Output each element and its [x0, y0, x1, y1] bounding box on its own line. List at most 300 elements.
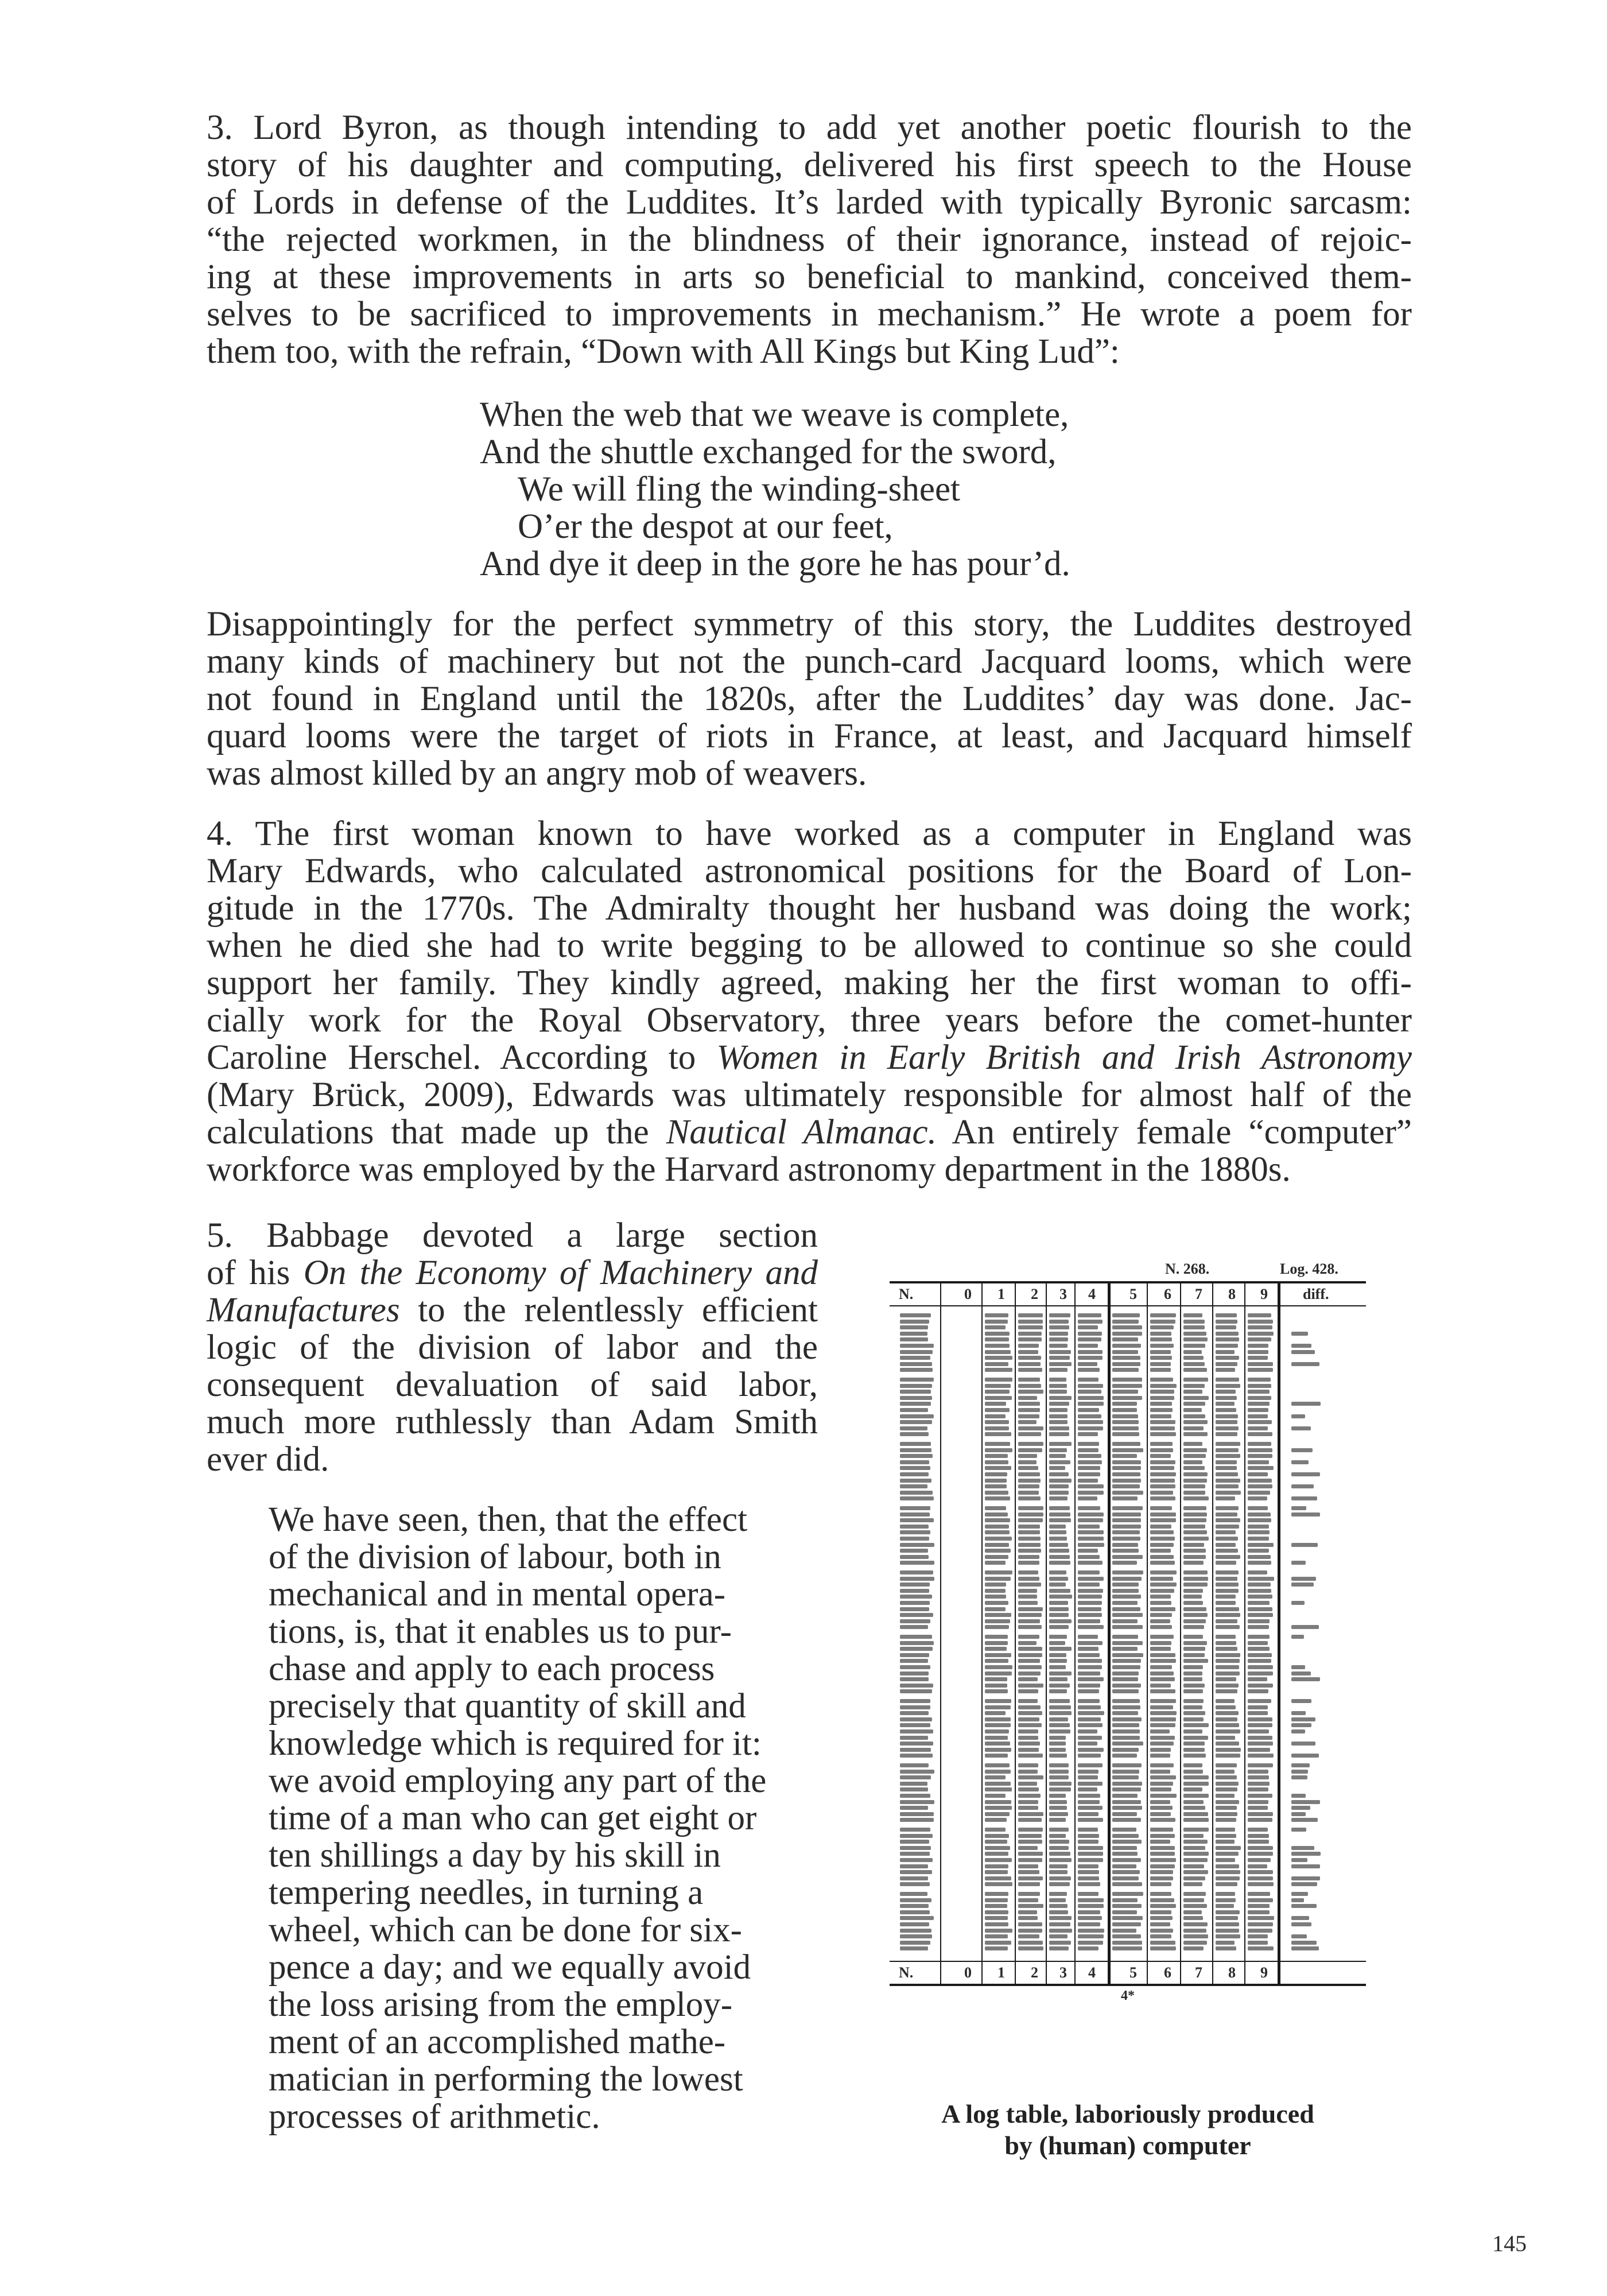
table-number-text	[1078, 1922, 1100, 1926]
table-number-text	[1112, 1898, 1138, 1902]
table-number-text	[1018, 1390, 1043, 1394]
text-line: many kinds of machinery but not the punch-card Jacquard looms, which were	[207, 642, 1412, 681]
table-number-text	[1018, 1414, 1039, 1418]
diff-value-text	[1291, 1864, 1320, 1868]
table-number-text	[985, 1570, 1012, 1574]
table-number-text	[985, 1313, 1008, 1317]
table-number-text	[1216, 1641, 1236, 1645]
table-number-text	[1112, 1344, 1141, 1348]
table-number-text	[1018, 1892, 1040, 1896]
table-number-text	[1112, 1806, 1142, 1810]
table-number-text	[1183, 1378, 1208, 1382]
diff-value-text	[1291, 1742, 1315, 1746]
table-number-text	[1049, 1555, 1070, 1559]
table-number-text	[1150, 1806, 1173, 1810]
table-number-text	[1183, 1775, 1209, 1779]
table-number-text	[900, 1723, 930, 1727]
table-number-text	[1248, 1390, 1270, 1394]
table-number-text	[1183, 1484, 1205, 1488]
table-number-text	[1078, 1711, 1104, 1715]
text-line: ing at these improvements in arts so beneficial to mankind, conceived them-	[207, 258, 1412, 296]
table-number-text	[985, 1806, 1012, 1810]
table-number-text	[900, 1518, 934, 1522]
table-number-text	[1248, 1384, 1271, 1388]
table-number-text	[1216, 1448, 1239, 1452]
table-number-text	[1018, 1378, 1040, 1382]
text-line: when he died she had to write begging to be allowed to continue so she could	[207, 926, 1412, 965]
table-number-text	[900, 1812, 934, 1816]
table-number-text	[1112, 1812, 1137, 1816]
table-number-text	[1078, 1840, 1098, 1844]
table-number-text	[1183, 1828, 1209, 1832]
table-number-text	[985, 1635, 1008, 1639]
table-number-text	[1183, 1432, 1208, 1436]
table-number-text	[1049, 1711, 1072, 1715]
table-number-text	[1078, 1484, 1104, 1488]
table-number-text	[1078, 1800, 1100, 1804]
table-number-text	[1018, 1699, 1038, 1703]
table-number-text	[900, 1325, 928, 1329]
diff-value-text	[1291, 1946, 1319, 1950]
diff-column-label: diff.	[1303, 1286, 1329, 1302]
table-number-text	[900, 1442, 931, 1446]
table-number-text	[985, 1659, 1008, 1663]
table-number-text	[1018, 1684, 1043, 1688]
table-number-text	[1112, 1432, 1139, 1436]
table-number-text	[985, 1748, 1011, 1752]
table-number-text	[1216, 1736, 1235, 1740]
table-number-text	[1183, 1589, 1203, 1593]
table-number-text	[1248, 1466, 1274, 1470]
table-number-text	[985, 1561, 1006, 1565]
table-number-text	[1248, 1518, 1271, 1522]
table-number-text	[900, 1384, 932, 1388]
diff-value-text	[1291, 1852, 1321, 1856]
table-number-text	[1150, 1763, 1174, 1767]
table-number-text	[1216, 1729, 1240, 1733]
table-number-text	[985, 1916, 1008, 1920]
table-number-text	[1150, 1711, 1177, 1715]
poem-line: O’er the despot at our feet,	[518, 507, 893, 546]
table-number-text	[1183, 1834, 1204, 1838]
table-number-text	[1049, 1332, 1068, 1336]
table-number-text	[1216, 1496, 1235, 1500]
table-number-text	[985, 1846, 1010, 1850]
table-number-text	[1078, 1518, 1103, 1522]
diff-value-text	[1291, 1794, 1306, 1798]
text-line: matician in performing the lowest	[269, 2060, 743, 2099]
table-number-text	[1216, 1742, 1239, 1746]
table-number-text	[1150, 1589, 1174, 1593]
diff-value-text	[1291, 1506, 1306, 1510]
table-number-text	[1248, 1864, 1267, 1868]
table-number-text	[1248, 1362, 1273, 1366]
table-number-text	[1248, 1729, 1269, 1733]
table-number-text	[1150, 1396, 1174, 1400]
table-number-text	[1112, 1775, 1139, 1779]
table-number-text	[1150, 1864, 1175, 1868]
text-line: 5. Babbage devoted a large section	[207, 1216, 818, 1255]
diff-value-text	[1291, 1426, 1311, 1430]
table-number-text	[1150, 1512, 1176, 1517]
table-number-text	[1150, 1653, 1175, 1657]
table-number-text	[1078, 1396, 1104, 1400]
luddite-poem	[480, 396, 1070, 583]
table-number-text	[1049, 1770, 1069, 1774]
table-number-text	[1112, 1570, 1143, 1574]
table-number-text	[1248, 1479, 1272, 1483]
table-number-text	[1078, 1653, 1100, 1657]
table-number-text	[1248, 1770, 1268, 1774]
table-number-text	[1078, 1390, 1101, 1394]
table-number-text	[1150, 1595, 1171, 1599]
table-number-text	[1216, 1426, 1239, 1430]
diff-value-text	[1291, 1876, 1320, 1880]
table-number-text	[900, 1332, 927, 1336]
table-number-text	[1112, 1659, 1141, 1663]
table-number-text	[1216, 1689, 1237, 1693]
table-number-text	[1248, 1613, 1273, 1617]
table-number-text	[1049, 1448, 1067, 1452]
table-number-text	[1018, 1794, 1041, 1798]
table-number-text	[900, 1717, 932, 1721]
table-number-text	[985, 1595, 1006, 1599]
table-number-text	[985, 1583, 1006, 1587]
table-number-text	[1018, 1555, 1039, 1559]
table-number-text	[1150, 1858, 1176, 1862]
table-number-text	[1112, 1892, 1143, 1896]
table-number-text	[1049, 1561, 1070, 1565]
table-number-text	[1216, 1794, 1235, 1798]
table-number-text	[1183, 1619, 1206, 1623]
table-number-text	[985, 1929, 1012, 1933]
table-number-text	[1248, 1454, 1272, 1458]
table-number-text	[1183, 1408, 1202, 1412]
table-number-text	[1248, 1723, 1272, 1727]
table-number-text	[1018, 1852, 1043, 1856]
diff-value-text	[1291, 1561, 1306, 1565]
diff-value-text	[1291, 1448, 1313, 1452]
table-number-text	[1018, 1775, 1043, 1779]
table-number-text	[1018, 1941, 1043, 1945]
text-line	[207, 1292, 818, 1329]
table-number-text	[1049, 1491, 1069, 1495]
table-number-text	[1049, 1729, 1070, 1733]
table-number-text	[1112, 1518, 1141, 1522]
table-number-text	[1049, 1613, 1069, 1617]
table-number-text	[1078, 1659, 1102, 1663]
table-number-text	[1078, 1625, 1104, 1629]
table-number-text	[1112, 1613, 1143, 1617]
table-number-text	[1112, 1770, 1139, 1774]
table-number-text	[1216, 1484, 1239, 1488]
diff-value-text	[1291, 1344, 1311, 1348]
table-number-text	[1018, 1561, 1039, 1565]
table-number-text	[1018, 1432, 1041, 1436]
table-number-text	[1150, 1479, 1175, 1483]
table-number-text	[1018, 1484, 1039, 1488]
table-number-text	[1183, 1530, 1207, 1534]
table-number-text	[1049, 1812, 1068, 1816]
table-number-text	[1216, 1647, 1237, 1651]
table-number-text	[1248, 1800, 1268, 1804]
table-number-text	[1216, 1402, 1235, 1406]
table-number-text	[1248, 1794, 1272, 1798]
table-number-text	[1183, 1641, 1207, 1645]
book-title: Manufactures	[207, 1291, 400, 1329]
table-number-text	[1150, 1677, 1175, 1681]
table-number-text	[1018, 1448, 1042, 1452]
table-number-text	[985, 1834, 1009, 1838]
table-number-text	[985, 1852, 1008, 1856]
table-number-text	[1216, 1834, 1236, 1838]
table-number-text	[1049, 1677, 1068, 1681]
table-number-text	[1078, 1941, 1103, 1945]
diff-value-text	[1291, 1583, 1314, 1587]
table-number-text	[985, 1840, 1007, 1844]
table-number-text	[1112, 1479, 1141, 1483]
table-number-text	[1078, 1607, 1101, 1611]
table-number-text	[1248, 1806, 1268, 1810]
table-number-text	[1018, 1518, 1043, 1522]
log-table-image	[890, 1281, 1366, 1986]
table-number-text	[1150, 1770, 1170, 1774]
table-number-text	[1150, 1818, 1175, 1822]
table-number-text	[1018, 1828, 1043, 1832]
table-number-text	[1018, 1846, 1038, 1850]
table-number-text	[1112, 1396, 1142, 1400]
table-number-text	[900, 1782, 927, 1786]
table-number-text	[1049, 1350, 1071, 1354]
table-number-text	[1049, 1337, 1068, 1341]
table-number-text	[985, 1904, 1007, 1908]
diff-value-text	[1291, 1601, 1305, 1605]
table-number-text	[1018, 1472, 1040, 1476]
table-number-text	[1018, 1344, 1039, 1348]
table-number-text	[1049, 1882, 1070, 1886]
table-number-text	[985, 1723, 1011, 1727]
table-number-text	[1112, 1922, 1141, 1926]
table-number-text	[1216, 1561, 1236, 1565]
table-number-text	[1049, 1454, 1066, 1458]
poem-line: And dye it deep in the gore he has pour’d.	[480, 545, 1070, 583]
table-number-text	[1078, 1408, 1099, 1412]
table-number-text	[1248, 1787, 1268, 1791]
diff-value-text	[1291, 1350, 1315, 1354]
table-number-text	[1183, 1671, 1202, 1676]
table-number-text	[1150, 1448, 1173, 1452]
table-number-text	[1018, 1525, 1040, 1529]
table-number-text	[1216, 1414, 1238, 1418]
table-number-text	[900, 1834, 933, 1838]
table-number-text	[1216, 1898, 1236, 1902]
table-number-text	[1112, 1356, 1140, 1360]
table-number-text	[985, 1555, 1008, 1559]
table-number-text	[1216, 1929, 1239, 1933]
table-number-text	[1183, 1754, 1206, 1758]
table-number-text	[1248, 1506, 1268, 1510]
table-number-text	[1112, 1601, 1138, 1605]
table-number-text	[1216, 1420, 1237, 1424]
table-number-text	[1216, 1763, 1237, 1767]
table-number-text	[1183, 1472, 1208, 1476]
publication-title: Nautical Almanac.	[666, 1113, 937, 1151]
table-number-text	[1183, 1635, 1203, 1639]
table-number-text	[1248, 1625, 1269, 1629]
table-number-text	[985, 1689, 1008, 1693]
table-number-text	[1018, 1858, 1042, 1862]
table-number-text	[1216, 1583, 1239, 1587]
table-number-text	[1248, 1922, 1273, 1926]
table-number-text	[1078, 1689, 1099, 1693]
col-n-label: N.	[899, 1964, 914, 1981]
table-number-text	[1248, 1647, 1270, 1651]
table-number-text	[1078, 1763, 1103, 1767]
table-number-text	[1049, 1922, 1070, 1926]
table-number-text	[1183, 1929, 1206, 1933]
table-row-block	[890, 1375, 1366, 1438]
diff-value-text	[1291, 1512, 1320, 1517]
table-number-text	[1183, 1653, 1205, 1657]
table-number-text	[1183, 1583, 1208, 1587]
table-number-text	[900, 1543, 934, 1547]
table-number-text	[985, 1922, 1008, 1926]
diff-value-text	[1291, 1775, 1307, 1779]
table-number-text	[1078, 1613, 1102, 1617]
book-title: Women in Early British and Irish Astronomy	[716, 1038, 1412, 1077]
table-number-text	[985, 1378, 1012, 1382]
digit-column-label: 4	[1088, 1964, 1096, 1981]
table-number-text	[1150, 1846, 1175, 1850]
table-number-text	[1248, 1659, 1271, 1663]
table-number-text	[985, 1396, 1012, 1400]
table-number-text	[900, 1770, 934, 1774]
table-number-text	[1078, 1916, 1102, 1920]
table-number-text	[985, 1414, 1006, 1418]
table-number-text	[1248, 1589, 1271, 1593]
table-number-text	[1248, 1570, 1267, 1574]
poem-line: When the web that we weave is complete,	[480, 395, 1069, 434]
table-number-text	[1049, 1665, 1066, 1669]
table-number-text	[1248, 1601, 1270, 1605]
table-number-text	[1183, 1518, 1206, 1522]
table-number-text	[985, 1344, 1010, 1348]
table-number-text	[1049, 1653, 1066, 1657]
table-number-text	[1078, 1420, 1103, 1424]
table-number-text	[1248, 1736, 1272, 1740]
table-number-text	[1183, 1543, 1204, 1547]
table-number-text	[1150, 1543, 1174, 1547]
table-number-text	[1049, 1846, 1069, 1850]
table-number-text	[1183, 1414, 1205, 1418]
table-number-text	[1049, 1537, 1067, 1541]
table-number-text	[1150, 1320, 1175, 1324]
table-number-text	[1150, 1356, 1172, 1360]
table-number-text	[1150, 1577, 1173, 1581]
table-number-text	[1112, 1641, 1143, 1645]
table-number-text	[1183, 1876, 1205, 1880]
text-line: ten shillings a day by his skill in	[269, 1836, 721, 1875]
table-number-text	[1216, 1705, 1236, 1709]
table-number-text	[1112, 1325, 1142, 1329]
table-number-text	[1049, 1414, 1068, 1418]
table-number-text	[900, 1607, 929, 1611]
text-line: tions, is, that it enables us to pur-	[269, 1612, 732, 1651]
table-number-text	[1150, 1754, 1170, 1758]
table-number-text	[1183, 1717, 1204, 1721]
table-number-text	[900, 1882, 930, 1886]
diff-value-text	[1291, 1711, 1306, 1715]
table-number-text	[1150, 1408, 1173, 1412]
table-number-text	[1216, 1671, 1240, 1676]
table-number-text	[1049, 1870, 1068, 1874]
diff-value-text	[1291, 1846, 1314, 1850]
table-number-text	[1183, 1595, 1202, 1599]
table-number-text	[1112, 1904, 1142, 1908]
table-number-text	[1018, 1350, 1038, 1354]
table-number-text	[1018, 1537, 1041, 1541]
text-line: ment of an accomplished mathe-	[269, 2023, 726, 2061]
table-number-text	[1018, 1834, 1042, 1838]
table-number-text	[1183, 1882, 1202, 1886]
table-number-text	[1018, 1946, 1043, 1950]
babbage-quote	[269, 1501, 814, 2135]
table-number-text	[1248, 1414, 1268, 1418]
table-number-text	[1183, 1313, 1202, 1317]
table-number-text	[1078, 1368, 1100, 1372]
table-number-text	[1150, 1537, 1175, 1541]
table-number-text	[985, 1910, 1008, 1914]
table-number-text	[1112, 1782, 1142, 1786]
text-line	[207, 1039, 1412, 1076]
diff-value-text	[1291, 1812, 1306, 1816]
table-number-text	[1049, 1671, 1072, 1676]
table-number-text	[985, 1408, 1010, 1412]
table-number-text	[985, 1898, 1008, 1902]
table-number-text	[1078, 1442, 1099, 1446]
table-number-text	[1112, 1350, 1138, 1354]
table-number-text	[1216, 1659, 1240, 1663]
table-number-text	[1248, 1555, 1271, 1559]
table-number-text	[1078, 1864, 1098, 1868]
table-number-text	[1112, 1787, 1141, 1791]
table-number-text	[900, 1635, 932, 1639]
table-number-text	[900, 1448, 931, 1452]
table-number-text	[1248, 1858, 1271, 1862]
table-number-text	[1049, 1840, 1069, 1844]
table-number-text	[1183, 1852, 1209, 1856]
note-3-continuation	[207, 606, 1412, 792]
table-number-text	[1150, 1904, 1176, 1908]
table-number-text	[1018, 1320, 1043, 1324]
table-number-text	[1150, 1736, 1175, 1740]
table-number-text	[900, 1736, 928, 1740]
table-number-text	[1150, 1775, 1176, 1779]
table-number-text	[1183, 1699, 1204, 1703]
table-number-text	[1150, 1723, 1175, 1727]
table-number-text	[1150, 1384, 1177, 1388]
table-number-text	[1049, 1723, 1070, 1727]
table-number-text	[1183, 1864, 1204, 1868]
table-number-text	[1078, 1378, 1098, 1382]
table-number-text	[1112, 1864, 1136, 1868]
table-number-text	[1183, 1677, 1202, 1681]
table-number-text	[1018, 1671, 1041, 1676]
poem-line: And the shuttle exchanged for the sword,	[480, 433, 1057, 471]
table-number-text	[1150, 1625, 1172, 1629]
note-4-paragraph	[207, 815, 1412, 1188]
table-number-text	[1112, 1442, 1140, 1446]
